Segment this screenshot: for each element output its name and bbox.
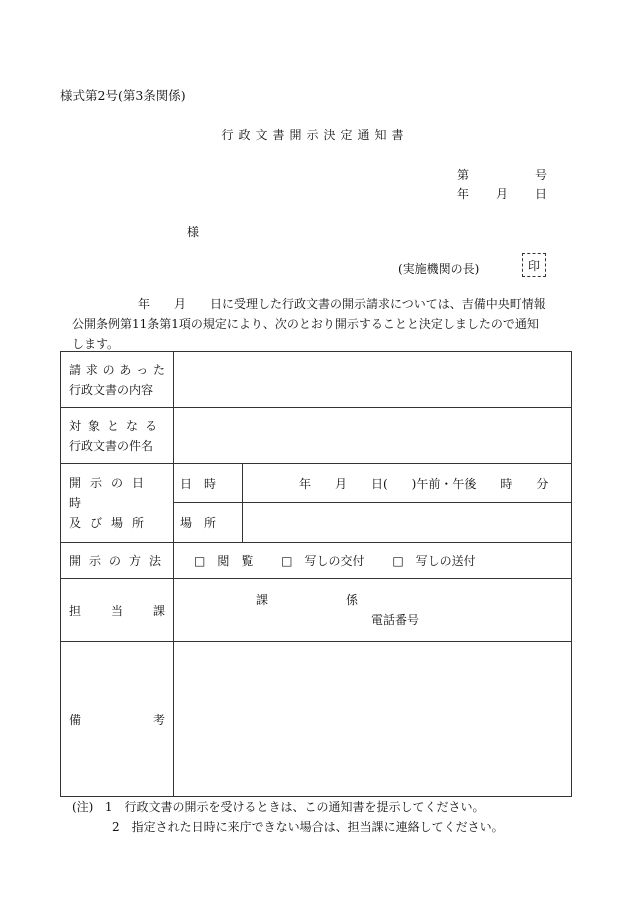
- request-content-label-line-2: 行政文書の内容: [69, 382, 154, 397]
- seal-stamp: 印: [522, 253, 546, 277]
- form-number: 様式第2号(第3条関係): [60, 88, 186, 103]
- remarks-cell[interactable]: [174, 642, 572, 797]
- note-item-2: 2 指定された日時に来庁できない場合は、担当課に連絡してください。: [112, 820, 504, 834]
- document-number-row: [457, 166, 547, 183]
- date-year: 年: [457, 187, 470, 201]
- remarks-label: [61, 642, 174, 797]
- section-kakari: 係: [346, 593, 359, 607]
- section-ka: 課: [256, 593, 269, 607]
- body-line-1: 年 月 日に受理した行政文書の開示請求については、吉備中央町情報: [138, 297, 546, 311]
- datetime-sub-label: 日 時: [174, 464, 243, 503]
- target-document-cell[interactable]: [174, 408, 572, 464]
- notes-section: [72, 797, 504, 837]
- body-line-3: します。: [72, 337, 120, 351]
- request-content-label-line-1: 請 求 の あ っ た: [69, 362, 165, 377]
- place-sub-label: 場 所: [174, 503, 243, 543]
- doc-no-go: 号: [534, 168, 547, 182]
- datetime-place-label: [61, 464, 174, 543]
- note-prefix: (注): [72, 800, 94, 814]
- note-line-1: [72, 797, 504, 817]
- method-copy-delivery-checkbox[interactable]: □ 写しの交付: [281, 554, 365, 568]
- phone-number-label: 電話番号: [371, 613, 420, 627]
- request-content-cell[interactable]: [174, 352, 572, 408]
- datetime-label-line-1: 開示の日時: [69, 476, 154, 510]
- section-label-text: 担 当 課: [69, 603, 165, 618]
- body-line-2: 公開条例第11条第1項の規定により、次のとおり開示することと決定しましたので通知: [72, 317, 539, 331]
- method-copy-mail-checkbox[interactable]: □ 写しの送付: [392, 554, 476, 568]
- date-day: 日: [534, 187, 547, 201]
- datetime-label-line-2: 及び場所: [69, 516, 154, 530]
- target-document-label: [61, 408, 174, 464]
- target-label-line-2: 行政文書の件名: [69, 438, 154, 453]
- document-title: 行政文書開示決定通知書: [221, 128, 409, 142]
- notice-form-table: [60, 351, 572, 797]
- section-label: [61, 579, 174, 642]
- remarks-label-text: 備 考: [69, 712, 165, 727]
- date-month: 月: [495, 187, 508, 201]
- issuer-title: (実施機関の長): [398, 262, 480, 276]
- section-cell[interactable]: [174, 579, 572, 642]
- recipient-honorific: 様: [187, 225, 200, 239]
- request-content-label: [61, 352, 174, 408]
- target-label-line-1: 対象となる: [69, 418, 165, 433]
- method-view-checkbox[interactable]: □ 閲 覧: [194, 554, 254, 568]
- method-label: 開示の方法: [61, 543, 174, 579]
- datetime-value[interactable]: 年 月 日( )午前・午後 時 分: [243, 464, 572, 503]
- body-paragraph: [72, 294, 577, 354]
- method-options: [174, 543, 572, 579]
- place-value[interactable]: [243, 503, 572, 543]
- document-date-row: [457, 185, 547, 202]
- note-item-1: 1 行政文書の開示を受けるときは、この通知書を提示してください。: [104, 800, 485, 814]
- doc-no-dai: 第: [457, 168, 470, 182]
